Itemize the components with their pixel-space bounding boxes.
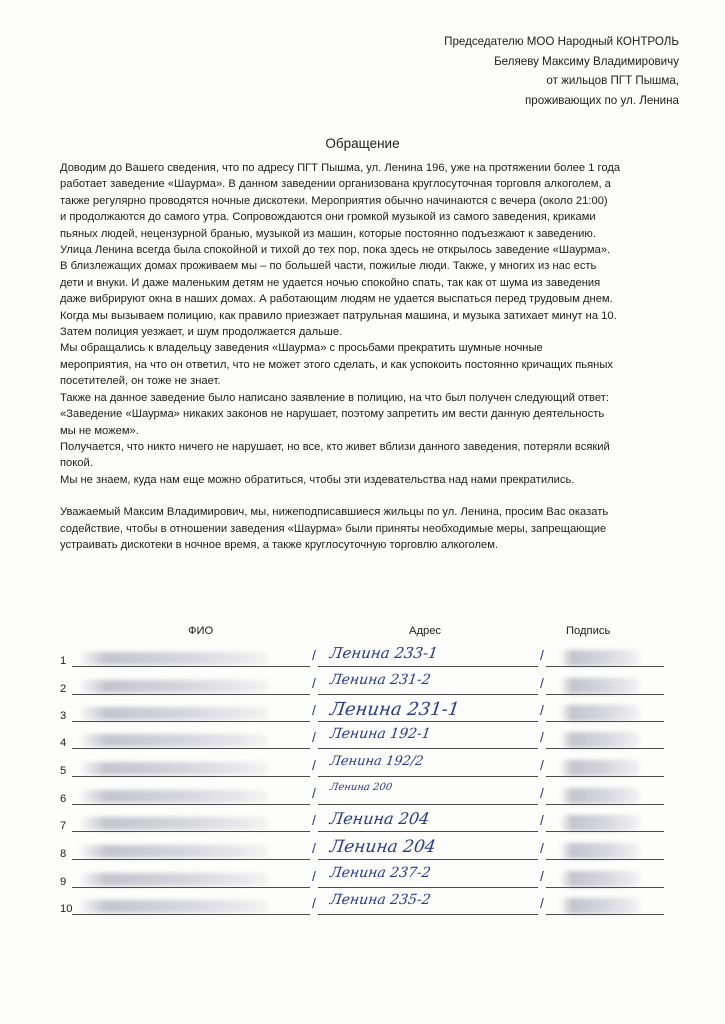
signature-underline bbox=[546, 748, 664, 749]
body-line: Доводим до Вашего сведения, что по адресу ПГТ Пышма, ул. Ленина 196, уже на протяжении более 1 года bbox=[60, 162, 621, 174]
signature-underline bbox=[546, 694, 664, 695]
fio-underline bbox=[72, 804, 310, 805]
body-line: Улица Ленина всегда была спокойной и тихой до тех пор, пока здесь не открылось заведение «Шаурма». bbox=[60, 244, 611, 257]
redacted-name bbox=[78, 734, 268, 747]
body-line: пьяных людей, нецензурной бранью, музыкой из машин, которые постоянно подъезжают к заведению. bbox=[60, 227, 596, 240]
separator-slash: / bbox=[540, 895, 544, 911]
body-line: дети и внуки. И даже маленьким детям не удается ночью спокойно спать, так как от шума из заведения bbox=[60, 276, 601, 289]
redacted-signature bbox=[560, 732, 640, 748]
row-number: 9 bbox=[60, 876, 67, 888]
handwritten-address: Ленина 235-2 bbox=[328, 892, 432, 908]
signature-underline bbox=[546, 859, 664, 860]
separator-slash: / bbox=[312, 868, 316, 884]
signature-underline bbox=[546, 666, 664, 667]
handwritten-address: Ленина 204 bbox=[328, 809, 431, 828]
separator-slash: / bbox=[312, 785, 316, 801]
body-line: Когда мы вызываем полицию, как правило приезжает патрульная машина, и музыка затихает минут на 10. bbox=[60, 309, 617, 322]
row-number: 8 bbox=[60, 848, 67, 860]
column-header-signature: Подпись bbox=[566, 625, 611, 637]
table-row bbox=[0, 701, 725, 728]
row-number: 6 bbox=[60, 793, 67, 805]
redacted-name bbox=[78, 845, 268, 858]
signature-underline bbox=[546, 804, 664, 805]
fio-underline bbox=[72, 721, 310, 722]
separator-slash: / bbox=[540, 729, 544, 745]
signature-underline bbox=[546, 887, 664, 888]
address-underline bbox=[318, 887, 538, 888]
body-line: и продолжаются до самого утра. Сопровождаются они громкой музыкой из самого заведения, криками bbox=[60, 211, 596, 224]
body-line: Затем полиция уезжает, и шум продолжается дальше. bbox=[60, 326, 343, 339]
redacted-signature bbox=[560, 705, 640, 721]
request-line: устраивать дискотеки в ночное время, а также круглосуточную торговлю алкоголем. bbox=[60, 538, 499, 551]
fio-underline bbox=[72, 831, 310, 832]
separator-slash: / bbox=[312, 702, 316, 718]
body-line: Получается, что никто ничего не нарушает, но все, кто живет вблизи данного заведения, потеряли всякий bbox=[60, 440, 610, 453]
table-row bbox=[0, 646, 725, 673]
redacted-signature bbox=[560, 843, 640, 859]
redacted-signature bbox=[560, 871, 640, 887]
table-row bbox=[0, 894, 725, 921]
redacted-signature bbox=[560, 898, 640, 914]
column-header-fio: ФИО bbox=[188, 625, 214, 637]
fio-underline bbox=[72, 666, 310, 667]
table-row bbox=[0, 674, 725, 701]
redacted-signature bbox=[560, 650, 640, 666]
handwritten-address: Ленина 233-1 bbox=[328, 644, 440, 662]
row-number: 3 bbox=[60, 710, 67, 722]
body-line: работает заведение «Шаурма». В данном заведении организована круглосуточная торговля алкоголем, а bbox=[60, 178, 611, 191]
table-row bbox=[0, 784, 725, 811]
table-row bbox=[0, 867, 725, 894]
body-line: Мы не знаем, куда нам еще можно обратиться, чтобы эти издевательства над нами прекратились. bbox=[60, 473, 575, 486]
separator-slash: / bbox=[540, 757, 544, 773]
handwritten-address: Ленина 231-1 bbox=[328, 699, 461, 720]
body-line: мероприятия, на что он ответил, что не может этого сделать, и как успокоить постоянно кричащих пьяных bbox=[60, 358, 613, 371]
fio-underline bbox=[72, 859, 310, 860]
separator-slash: / bbox=[312, 729, 316, 745]
redacted-name bbox=[78, 817, 268, 830]
row-number: 7 bbox=[60, 820, 67, 832]
table-row bbox=[0, 756, 725, 783]
document-body bbox=[60, 160, 690, 553]
request-line: содействие, чтобы в отношении заведения «Шаурма» были приняты необходимые меры, запрещающие bbox=[60, 522, 607, 535]
separator-slash: / bbox=[540, 785, 544, 801]
address-underline bbox=[318, 831, 538, 832]
address-underline bbox=[318, 666, 538, 667]
table-row bbox=[0, 839, 725, 866]
body-line: «Заведение «Шаурма» никаких законов не нарушает, поэтому запретить им вести данную деятельность bbox=[60, 408, 605, 421]
fio-underline bbox=[72, 887, 310, 888]
separator-slash: / bbox=[312, 895, 316, 911]
separator-slash: / bbox=[312, 840, 316, 856]
addressee-line: Председателю МОО Народный КОНТРОЛЬ bbox=[444, 35, 679, 48]
separator-slash: / bbox=[540, 812, 544, 828]
address-underline bbox=[318, 748, 538, 749]
addressee-block bbox=[444, 32, 679, 110]
column-header-address: Адрес bbox=[409, 625, 442, 637]
separator-slash: / bbox=[540, 675, 544, 691]
row-number: 1 bbox=[60, 655, 67, 667]
row-number: 5 bbox=[60, 765, 67, 777]
signature-underline bbox=[546, 721, 664, 722]
document-title: Обращение bbox=[325, 136, 400, 151]
handwritten-address: Ленина 231-2 bbox=[328, 672, 432, 688]
fio-underline bbox=[72, 914, 310, 915]
separator-slash: / bbox=[540, 868, 544, 884]
body-line: посетителей, он тоже не знает. bbox=[60, 375, 221, 388]
fio-underline bbox=[72, 776, 310, 777]
separator-slash: / bbox=[312, 675, 316, 691]
redacted-name bbox=[78, 873, 268, 886]
body-line: также регулярно проводятся ночные дискотеки. Мероприятия обычно начинаются с вечера (около 21:00) bbox=[60, 194, 608, 207]
redacted-name bbox=[78, 652, 268, 665]
separator-slash: / bbox=[540, 840, 544, 856]
address-underline bbox=[318, 776, 538, 777]
handwritten-address: Ленина 192-1 bbox=[328, 726, 432, 742]
redacted-name bbox=[78, 707, 268, 720]
separator-slash: / bbox=[312, 812, 316, 828]
signature-underline bbox=[546, 914, 664, 915]
separator-slash: / bbox=[540, 702, 544, 718]
handwritten-address: Ленина 192/2 bbox=[328, 754, 425, 769]
signature-underline bbox=[546, 776, 664, 777]
address-underline bbox=[318, 859, 538, 860]
redacted-signature bbox=[560, 760, 640, 776]
row-number: 2 bbox=[60, 683, 67, 695]
address-underline bbox=[318, 804, 538, 805]
handwritten-address: Ленина 204 bbox=[328, 837, 437, 857]
body-line: даже вибрируют окна в наших домах. А работающим людям не удается выспаться перед трудовым днем. bbox=[60, 293, 613, 306]
redacted-signature bbox=[560, 815, 640, 831]
redacted-name bbox=[78, 790, 268, 803]
row-number: 10 bbox=[60, 903, 73, 915]
addressee-line: проживающих по ул. Ленина bbox=[525, 93, 679, 107]
signature-underline bbox=[546, 831, 664, 832]
separator-slash: / bbox=[312, 757, 316, 773]
body-line: покой. bbox=[60, 457, 93, 470]
body-line: В близлежащих домах проживаем мы – по большей части, пожилые люди. Также, у многих из нас есть bbox=[60, 260, 597, 273]
row-number: 4 bbox=[60, 737, 67, 749]
body-line: Мы обращались к владельцу заведения «Шаурма» с просьбами прекратить шумные ночные bbox=[60, 342, 543, 355]
address-underline bbox=[318, 694, 538, 695]
fio-underline bbox=[72, 748, 310, 749]
redacted-name bbox=[78, 762, 268, 775]
address-underline bbox=[318, 914, 538, 915]
address-underline bbox=[318, 721, 538, 722]
request-line: Уважаемый Максим Владимирович, мы, нижеподписавшиеся жильцы по ул. Ленина, просим Вас оказать bbox=[60, 506, 609, 519]
addressee-line: от жильцов ПГТ Пышма, bbox=[546, 74, 679, 87]
addressee-line: Беляеву Максиму Владимировичу bbox=[494, 54, 679, 68]
separator-slash: / bbox=[540, 647, 544, 663]
redacted-name bbox=[78, 900, 268, 913]
handwritten-address: Ленина 237-2 bbox=[328, 865, 432, 881]
fio-underline bbox=[72, 694, 310, 695]
redacted-signature bbox=[560, 678, 640, 694]
body-line: мы не можем». bbox=[60, 424, 139, 437]
redacted-name bbox=[78, 680, 268, 693]
table-row bbox=[0, 811, 725, 838]
redacted-signature bbox=[560, 788, 640, 804]
body-line: Также на данное заведение было написано заявление в полицию, на что был получен следующий ответ: bbox=[60, 391, 609, 404]
handwritten-address: Ленина 200 bbox=[329, 782, 393, 793]
table-row bbox=[0, 728, 725, 755]
separator-slash: / bbox=[312, 647, 316, 663]
